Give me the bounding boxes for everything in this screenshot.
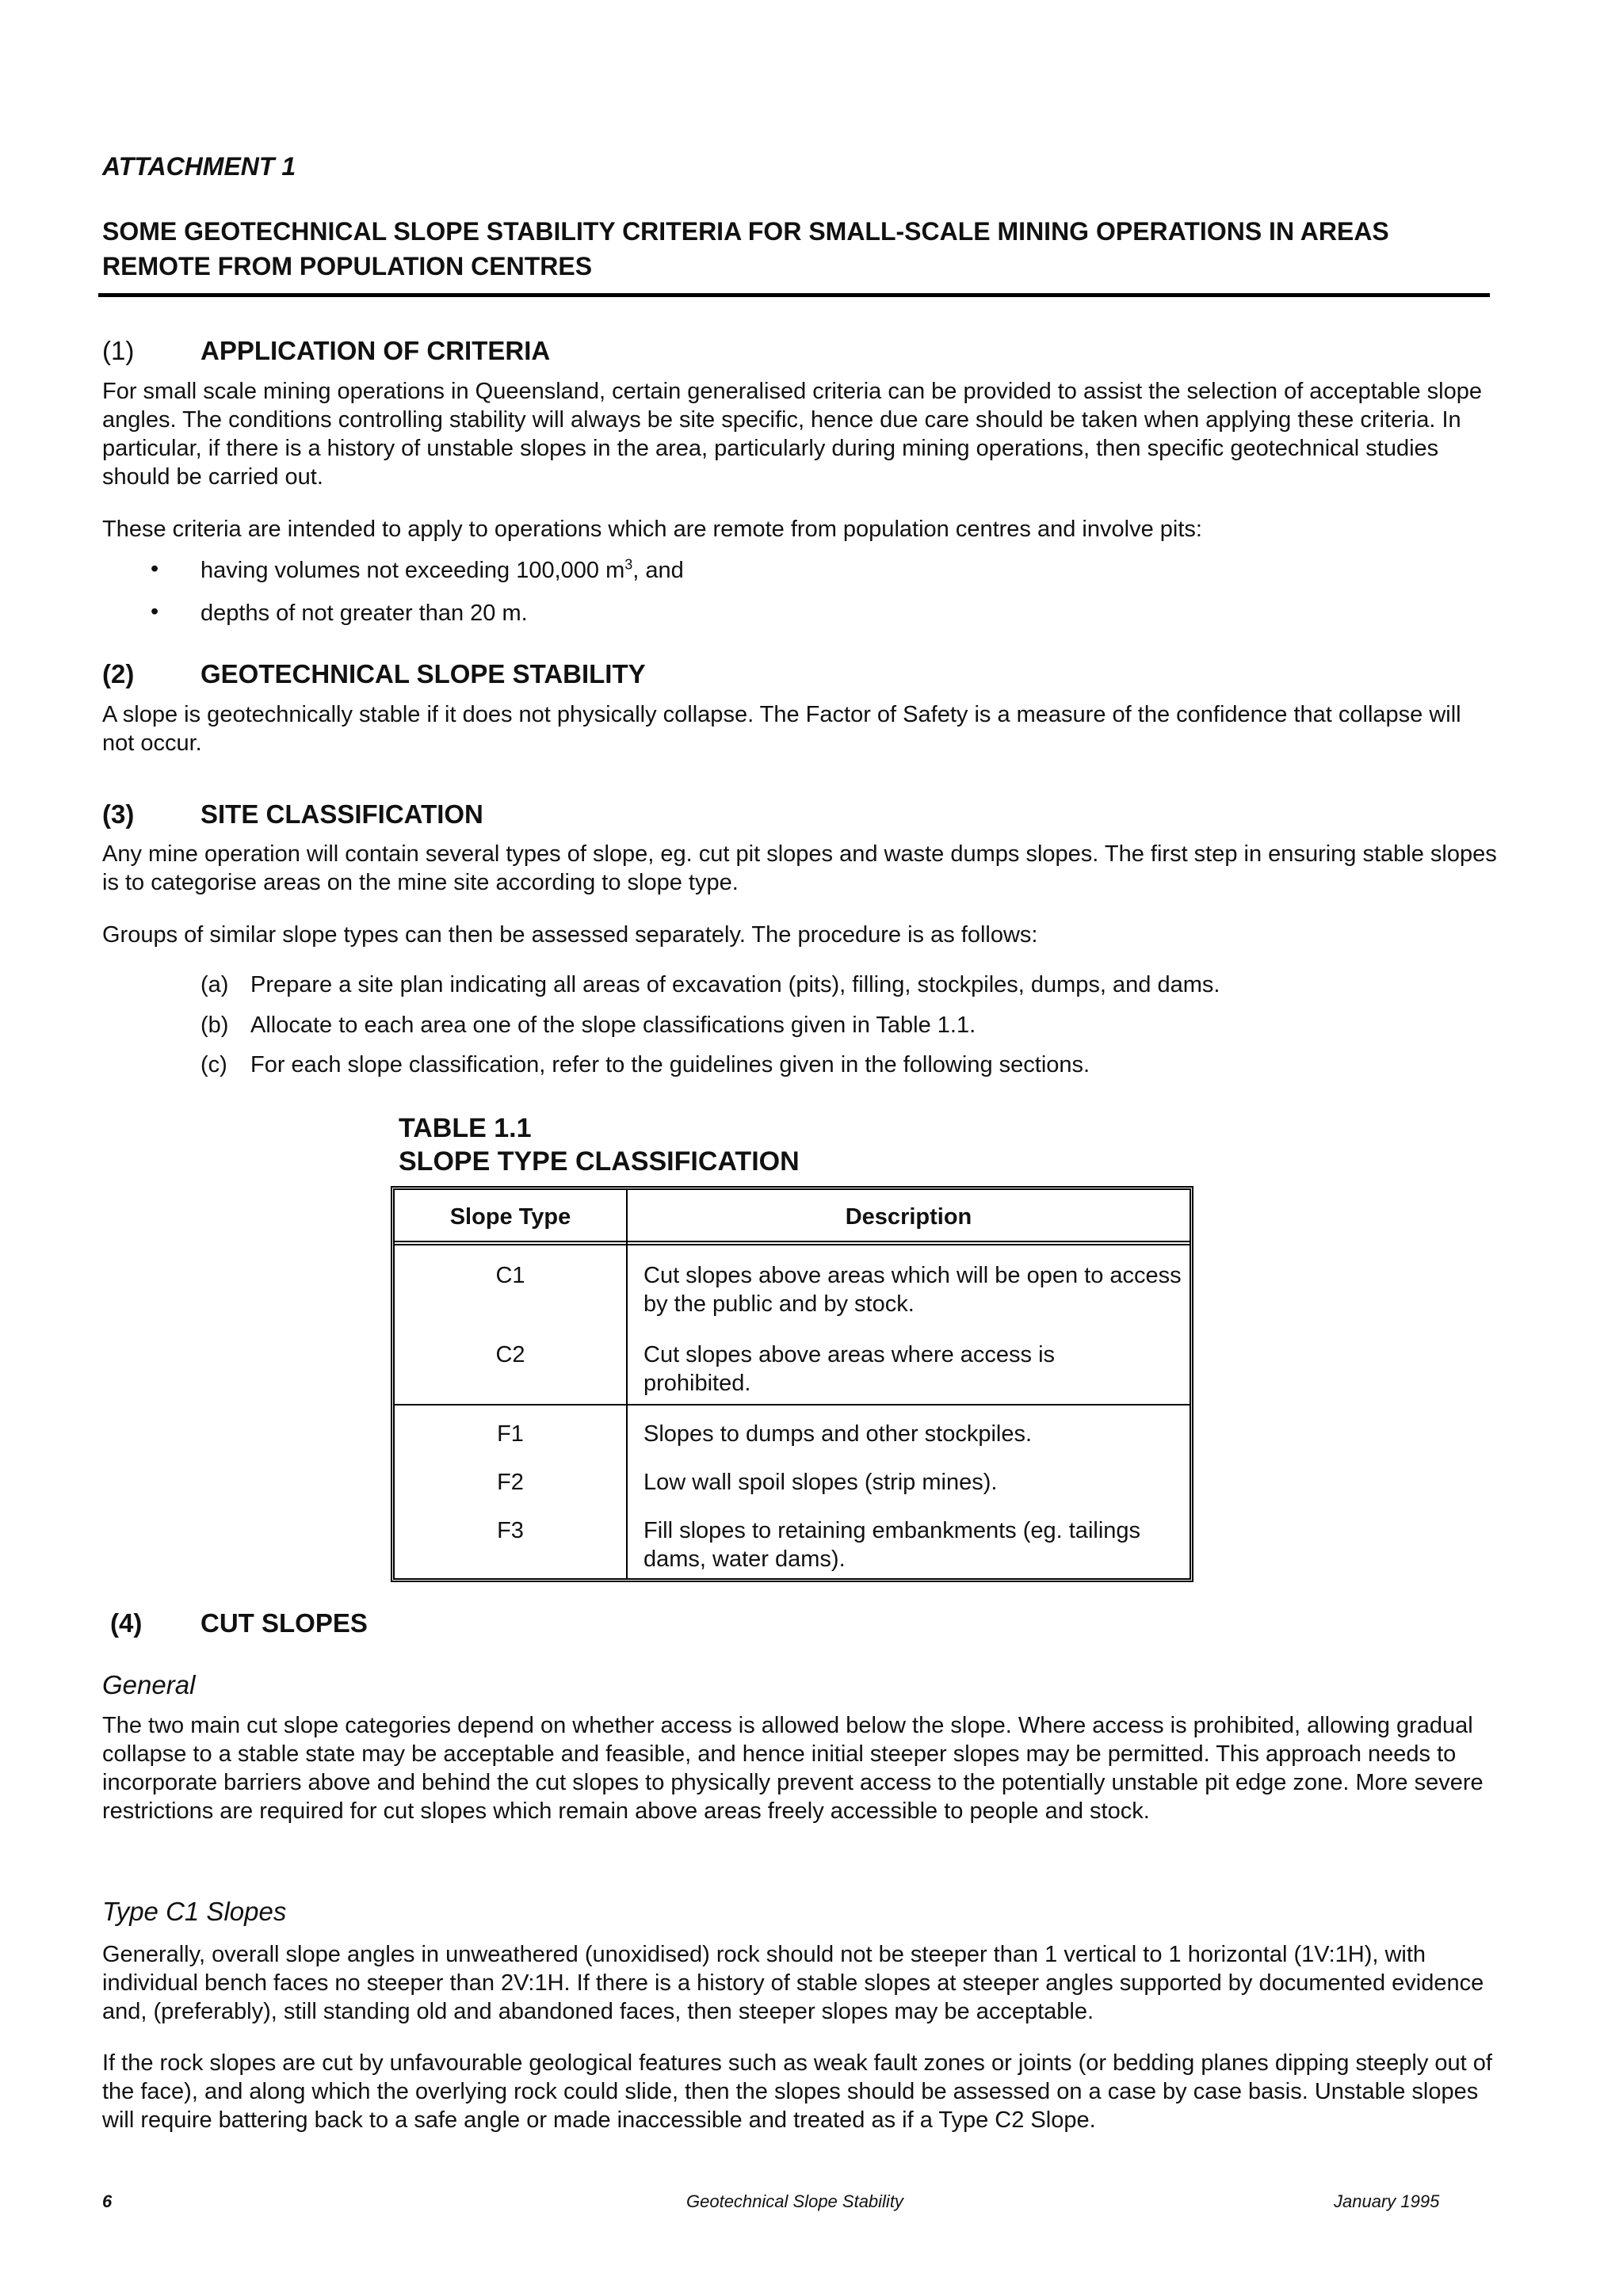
subheading-type-c1: Type C1 Slopes <box>102 1897 287 1926</box>
table-header-divider <box>395 1241 1190 1245</box>
step-text-b: Allocate to each area one of the slope classifications given in Table 1.1. <box>250 1013 976 1038</box>
footer-date: January 1995 <box>1334 2191 1440 2211</box>
footer-page-number: 6 <box>102 2191 113 2211</box>
table-cell-type: F3 <box>497 1518 524 1543</box>
table-cell-type: F2 <box>497 1470 524 1495</box>
table-cell-type: C2 <box>495 1342 525 1367</box>
section-4-number: (4) <box>110 1608 143 1638</box>
table-caption-number: TABLE 1.1 <box>399 1113 532 1143</box>
section-4-heading: CUT SLOPES <box>200 1608 368 1638</box>
table-caption-title: SLOPE TYPE CLASSIFICATION <box>399 1146 800 1177</box>
section-2-heading: GEOTECHNICAL SLOPE STABILITY <box>200 659 646 688</box>
table-group-divider <box>395 1404 1190 1405</box>
section-3-paragraph-1: Any mine operation will contain several types of slope, eg. cut pit slopes and waste dumps slopes. The first step in ensuring stable slopes is to categorise areas on the mine site according to slope type. <box>102 841 1497 895</box>
table-cell-description: Slopes to dumps and other stockpiles. <box>643 1421 1033 1447</box>
table-header-slope-type: Slope Type <box>449 1204 571 1230</box>
slope-type-table <box>391 1186 1193 1582</box>
general-paragraph: The two main cut slope categories depend on whether access is allowed below the slope. Where access is prohibited, allowing gradual collapse to a stable state may be acceptable and feasible, and hence initial steeper slopes may be permitted. This approach needs to incorporate barriers above and behind the cut slopes to physically prevent access to the potentially unstable pit edge zone. More severe restrictions are required for cut slopes which remain above areas freely accessible to people and stock. <box>102 1713 1484 1824</box>
subheading-general: General <box>102 1670 196 1699</box>
footer-document-title: Geotechnical Slope Stability <box>686 2191 903 2211</box>
section-1-number: (1) <box>102 336 135 365</box>
document-title: SOME GEOTECHNICAL SLOPE STABILITY CRITERIA FOR SMALL-SCALE MINING OPERATIONS IN AREAS REMOTE FROM POPULATION CENTRES <box>102 217 1389 280</box>
table-cell-description: Low wall spoil slopes (strip mines). <box>643 1470 998 1495</box>
bullet-icon: • <box>151 556 159 582</box>
section-3-number: (3) <box>102 799 135 829</box>
section-2-paragraph: A slope is geotechnically stable if it does not physically collapse. The Factor of Safety is a measure of the confidence that collapse will not occur. <box>102 702 1461 756</box>
step-text-c: For each slope classification, refer to the guidelines given in the following sections. <box>250 1052 1090 1077</box>
step-text-a: Prepare a site plan indicating all areas of excavation (pits), filling, stockpiles, dumps, and dams. <box>250 972 1220 997</box>
table-header-description: Description <box>845 1204 972 1230</box>
table-cell-description: Cut slopes above areas which will be open to access by the public and by stock. <box>643 1263 1182 1317</box>
table-cell-type: F1 <box>497 1421 524 1447</box>
section-3-paragraph-2: Groups of similar slope types can then be assessed separately. The procedure is as follows: <box>102 922 1038 948</box>
step-label-a: (a) <box>200 972 229 997</box>
bullet-icon: • <box>151 599 159 624</box>
table-cell-description: Cut slopes above areas where access is prohibited. <box>643 1342 1056 1396</box>
table-cell-description: Fill slopes to retaining embankments (eg. tailings dams, water dams). <box>643 1518 1141 1572</box>
title-divider <box>98 293 1490 297</box>
step-label-c: (c) <box>200 1052 227 1077</box>
section-1-heading: APPLICATION OF CRITERIA <box>200 336 551 365</box>
section-1-paragraph-1: For small scale mining operations in Queensland, certain generalised criteria can be provided to assist the selection of acceptable slope angles. The conditions controlling stability will always be site specific, hence due care should be taken when applying these criteria. In particular, if there is a history of unstable slopes in the area, particularly during mining operations, then specific geotechnical studies should be carried out. <box>102 379 1482 490</box>
table-cell-type: C1 <box>495 1263 525 1288</box>
section-3-heading: SITE CLASSIFICATION <box>200 799 483 829</box>
attachment-label: ATTACHMENT 1 <box>102 152 296 181</box>
type-c1-paragraph-1: Generally, overall slope angles in unweathered (unoxidised) rock should not be steeper than 1 vertical to 1 horizontal (1V:1H), with individual bench faces no steeper than 2V:1H. If there is a history of stable slopes at steeper angles supported by documented evidence and, (preferably), still standing old and abandoned faces, then steeper slopes may be acceptable. <box>102 1942 1484 2024</box>
bullet-item-depth: depths of not greater than 20 m. <box>200 601 528 626</box>
type-c1-paragraph-2: If the rock slopes are cut by unfavourable geological features such as weak fault zones or joints (or bedding planes dipping steeply out of the face), and along which the overlying rock could slide, then the slopes should be assessed on a case by case basis. Unstable slopes will require battering back to a safe angle or made inaccessible and treated as if a Type C2 Slope. <box>102 2050 1492 2133</box>
bullet-item-volume: having volumes not exceeding 100,000 $m^3$, and <box>200 556 684 583</box>
step-label-b: (b) <box>200 1013 229 1038</box>
table-column-divider <box>626 1190 628 1578</box>
section-2-number: (2) <box>102 659 135 688</box>
section-1-paragraph-2: These criteria are intended to apply to operations which are remote from population centres and involve pits: <box>102 517 1202 542</box>
